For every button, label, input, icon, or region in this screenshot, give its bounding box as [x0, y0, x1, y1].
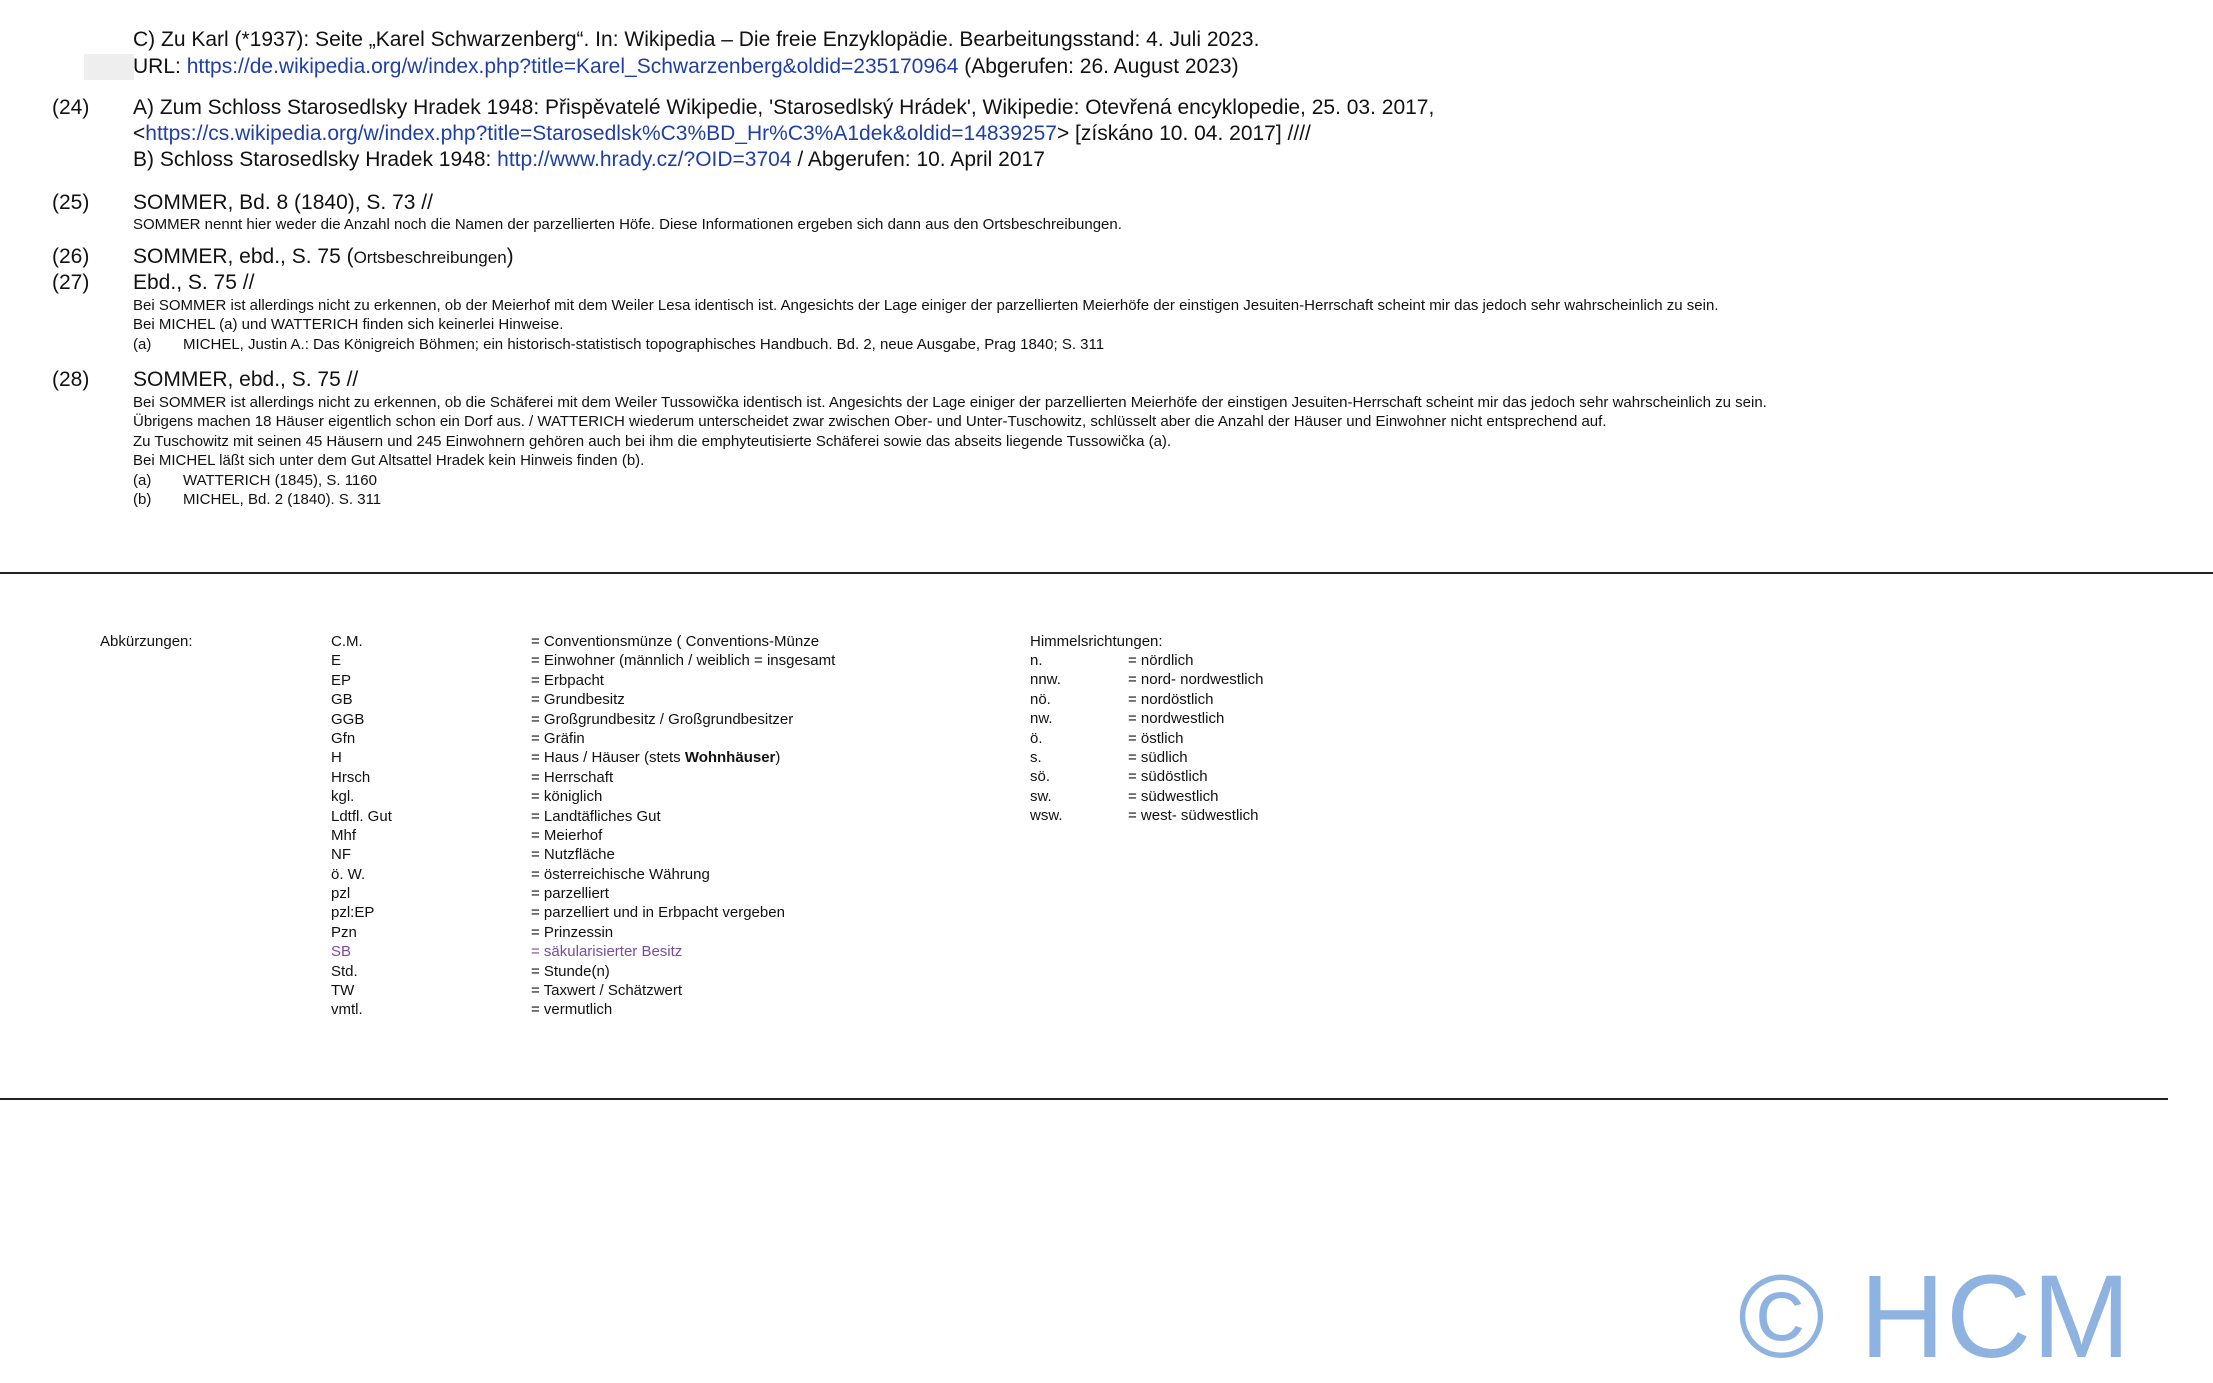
- ref-24-b-prefix: B) Schloss Starosedlsky Hradek 1948:: [133, 148, 498, 171]
- meaning-text: = Stunde(n): [531, 962, 610, 980]
- meaning-text: = Taxwert / Schätzwert: [531, 982, 683, 1000]
- url-suffix: (Abgerufen: 26. August 2023): [958, 55, 1239, 78]
- wikipedia-de-link[interactable]: https://de.wikipedia.org/w/index.php?title=Karel_Schwarzenberg&oldid=235170964: [186, 55, 959, 78]
- abbreviation-term: kgl.: [331, 788, 355, 806]
- abbreviation-term: NF: [331, 846, 351, 864]
- ref-24-b-suffix: / Abgerufen: 10. April 2017: [791, 148, 1045, 171]
- abbreviation-term: GB: [331, 691, 353, 709]
- ref-27-a-text: MICHEL, Justin A.: Das Königreich Böhmen; ein historisch-statistisch topographisches Handbuch. Bd. 2, neue Ausgabe, Prag 1840; S. 311: [183, 336, 1105, 353]
- meaning-text: = österreichische Währung: [531, 865, 710, 883]
- abbreviation-term: EP: [331, 671, 352, 689]
- direction-term: s.: [1030, 748, 1042, 766]
- ref-28-note-1: Bei SOMMER ist allerdings nicht zu erkennen, ob die Schäferei mit dem Weiler Tussowička identisch ist. Angesichts der Lage einiger der parzellierten Meierhöfe der einstigen Jesuiten-Herrschaft scheint mir das jedoch sehr wahrscheinlich zu sein.: [133, 394, 1767, 411]
- meaning-text: = Nutzfläche: [531, 846, 615, 864]
- directions-heading: Himmelsrichtungen:: [1030, 633, 1163, 650]
- meaning-text: = königlich: [531, 788, 603, 806]
- abbreviation-meaning: [531, 1000, 835, 1019]
- direction-meaning: = nordwestlich: [1128, 710, 1225, 728]
- abbreviation-meaning: [531, 710, 835, 729]
- abbreviation-term: Hrsch: [331, 768, 371, 786]
- ref-28-number: (28): [52, 368, 90, 391]
- meaning-text: = vermutlich: [531, 1001, 613, 1019]
- meaning-text: = Haus / Häuser (stets: [531, 749, 685, 767]
- hrady-link[interactable]: http://www.hrady.cz/?OID=3704: [497, 148, 792, 171]
- ref-28-note-2: Übrigens machen 18 Häuser eigentlich schon ein Dorf aus. / WATTERICH wiederum unterscheidet zwar zwischen Ober- und Unter-Tuschowitz, schlüsselt aber die Anzahl der Häuser und Einwohner nicht entsprechend auf.: [133, 413, 1607, 430]
- ref-28-b-text: MICHEL, Bd. 2 (1840). S. 311: [183, 491, 382, 508]
- meaning-text: = parzelliert und in Erbpacht vergeben: [531, 904, 785, 922]
- abbreviation-meaning: [531, 768, 835, 787]
- lt-sign: <: [133, 122, 146, 145]
- ref-27-number: (27): [52, 271, 90, 294]
- ref-24-link-line: [133, 120, 1311, 147]
- direction-meaning: = nord- nordwestlich: [1128, 671, 1264, 689]
- ref-28-a-text: WATTERICH (1845), S. 1160: [183, 472, 377, 489]
- ref-24-after: > [získáno 10. 04. 2017] ////: [1056, 122, 1311, 145]
- direction-meaning: = südwestlich: [1128, 787, 1219, 805]
- meaning-bold: Wohnhäuser: [684, 749, 776, 767]
- wikipedia-cs-link[interactable]: https://cs.wikipedia.org/w/index.php?title=Starosedlsk%C3%BD_Hr%C3%A1dek&oldid=14839257: [145, 122, 1057, 145]
- abbreviation-meaning: [531, 651, 835, 670]
- abbreviation-meaning: [531, 923, 835, 942]
- ref-28-b-label: (b): [133, 491, 152, 508]
- meaning-text: = Erbpacht: [531, 671, 604, 689]
- meaning-text: = Großgrundbesitz / Großgrundbesitzer: [531, 710, 794, 728]
- ref-24-b: [133, 146, 1045, 173]
- direction-meaning: = südlich: [1128, 748, 1188, 766]
- ref-26-main: [133, 243, 514, 271]
- abbreviation-term: pzl: [331, 885, 351, 903]
- abbreviation-term: E: [331, 652, 342, 670]
- direction-term: nnw.: [1030, 671, 1061, 689]
- meaning-text: = Herrschaft: [531, 768, 614, 786]
- direction-meanings: [1128, 651, 1263, 826]
- direction-meaning: = west- südwestlich: [1128, 807, 1259, 825]
- ref-27-a-label: (a): [133, 336, 152, 353]
- direction-meaning: = nordöstlich: [1128, 690, 1214, 708]
- ref-28-main: SOMMER, ebd., S. 75 //: [133, 368, 359, 391]
- direction-term: wsw.: [1030, 807, 1063, 825]
- meaning-text: = Gräfin: [531, 729, 585, 747]
- abbreviation-meaning: [531, 729, 835, 748]
- ref-28-note-4: Bei MICHEL läßt sich unter dem Gut Altsattel Hradek kein Hinweis finden (b).: [133, 452, 645, 469]
- divider-bottom: [0, 1098, 2168, 1100]
- meaning-after: ): [775, 749, 781, 767]
- ref-25-main: SOMMER, Bd. 8 (1840), S. 73 //: [133, 191, 433, 214]
- abbreviation-meaning: [531, 690, 835, 709]
- abbreviation-term: Std.: [331, 962, 358, 980]
- abbreviation-meanings: [531, 632, 835, 1020]
- direction-term: sw.: [1030, 787, 1052, 805]
- abbreviation-term: GGB: [331, 710, 365, 728]
- meaning-text: = säkularisierter Besitz: [531, 943, 683, 961]
- meaning-text: = Grundbesitz: [531, 691, 625, 709]
- abbreviation-term: Ldtfl. Gut: [331, 807, 392, 825]
- direction-term: ö.: [1030, 729, 1043, 747]
- ref-26-text: SOMMER, ebd., S. 75 (: [133, 245, 354, 268]
- meaning-text: = Prinzessin: [531, 923, 614, 941]
- direction-list: [1030, 651, 1063, 826]
- abbreviation-meaning: [531, 865, 835, 884]
- abbreviation-meaning: [531, 845, 835, 864]
- ref-26-number: (26): [52, 245, 90, 268]
- abbreviation-meaning: [531, 942, 835, 961]
- abbreviation-term: pzl:EP: [331, 904, 375, 922]
- direction-term: nw.: [1030, 710, 1053, 728]
- ref-27-note-2: Bei MICHEL (a) und WATTERICH finden sich keinerlei Hinweise.: [133, 316, 564, 333]
- ref-28-note-3: Zu Tuschowitz mit seinen 45 Häusern und 245 Einwohnern gehören auch bei ihm die emphyteutisierte Schäferei sowie das abseits liegende Tussowička (a).: [133, 433, 1172, 450]
- abbreviation-term: vmtl.: [331, 1001, 363, 1019]
- direction-term: n.: [1030, 652, 1043, 669]
- ref-28-a-label: (a): [133, 472, 152, 489]
- hcm-watermark: © HCM: [1738, 1251, 2132, 1383]
- direction-term: nö.: [1030, 690, 1051, 708]
- highlight-box: [84, 54, 134, 80]
- direction-meaning: = südöstlich: [1128, 768, 1208, 786]
- abbreviation-meaning: [531, 671, 835, 690]
- ref-24-number: (24): [52, 96, 90, 119]
- ref-27-main: Ebd., S. 75 //: [133, 271, 255, 294]
- abbreviation-meaning: [531, 903, 835, 922]
- abbreviation-meaning: [531, 884, 835, 903]
- abbreviation-meaning: [531, 787, 835, 806]
- abbreviation-meaning: [531, 962, 835, 981]
- abbreviation-meaning: [531, 981, 835, 1000]
- abbreviation-term: SB: [331, 943, 352, 961]
- abbreviation-meaning: [531, 807, 835, 826]
- url-prefix: URL:: [133, 55, 187, 78]
- meaning-text: = Meierhof: [531, 826, 603, 844]
- abbreviation-meaning: [531, 632, 835, 651]
- abbreviation-list: [331, 632, 392, 1020]
- divider-top: [0, 572, 2213, 574]
- meaning-text: = Landtäfliches Gut: [531, 807, 661, 825]
- abbreviation-term: H: [331, 749, 342, 767]
- abbreviation-term: C.M.: [331, 633, 363, 650]
- ref-26-small: Ortsbeschreibungen: [353, 248, 507, 267]
- ref-c-url-line: [133, 53, 1239, 80]
- meaning-text: = Einwohner (männlich / weiblich = insgesamt: [531, 652, 836, 670]
- abbreviation-term: TW: [331, 982, 355, 1000]
- meaning-text: = parzelliert: [531, 885, 609, 903]
- abbreviation-term: Gfn: [331, 729, 356, 747]
- ref-25-number: (25): [52, 191, 90, 214]
- ref-24-a: A) Zum Schloss Starosedlsky Hradek 1948: Přispěvatelé Wikipedie, 'Starosedlský Hrádek', Wikipedie: Otevřená encyklopedie, 25. 03. 2017,: [133, 96, 1435, 119]
- ref-26-close: ): [506, 245, 514, 268]
- abbreviation-meaning: [531, 826, 835, 845]
- abbreviations-heading: Abkürzungen:: [100, 633, 193, 650]
- abbreviation-meaning: [531, 748, 835, 767]
- direction-term: sö.: [1030, 768, 1051, 786]
- ref-25-note: SOMMER nennt hier weder die Anzahl noch die Namen der parzellierten Höfe. Diese Informationen ergeben sich dann aus den Ortsbeschreibungen.: [133, 216, 1122, 233]
- ref-c-line1: C) Zu Karl (*1937): Seite „Karel Schwarzenberg“. In: Wikipedia – Die freie Enzyklopädie. Bearbeitungsstand: 4. Juli 2023.: [133, 28, 1260, 51]
- abbreviation-term: Mhf: [331, 826, 357, 844]
- ref-27-note-1: Bei SOMMER ist allerdings nicht zu erkennen, ob der Meierhof mit dem Weiler Lesa identisch ist. Angesichts der Lage einiger der parzellierten Meierhöfe der einstigen Jesuiten-Herrschaft scheint mir das jedoch sehr wahrscheinlich zu sein.: [133, 297, 1719, 314]
- direction-meaning: = östlich: [1128, 729, 1184, 747]
- direction-meaning: = nördlich: [1128, 652, 1194, 669]
- meaning-text: = Conventionsmünze ( Conventions-Münze: [531, 633, 820, 650]
- abbreviation-term: ö. W.: [331, 865, 366, 883]
- abbreviation-term: Pzn: [331, 923, 357, 941]
